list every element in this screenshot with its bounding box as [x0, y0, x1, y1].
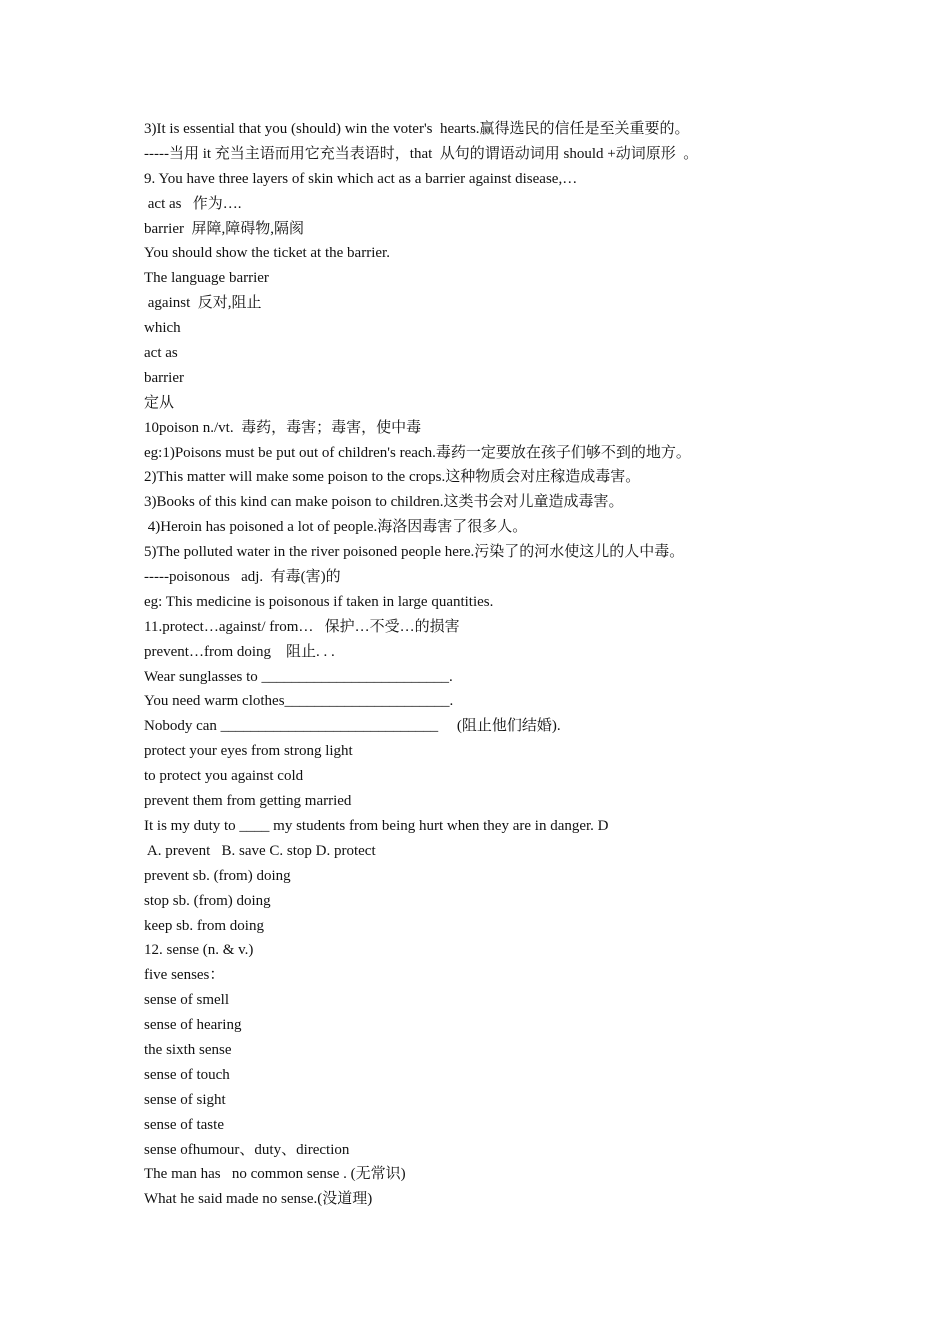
document-body	[144, 117, 924, 1212]
text-line: 3)Books of this kind can make poison to children.这类书会对儿童造成毒害。	[144, 494, 624, 511]
text-line: The man has no common sense . (无常识)	[144, 1166, 406, 1183]
text-line: sense of taste	[144, 1116, 224, 1133]
text-line: to protect you against cold	[144, 768, 304, 785]
text-line: act as 作为….	[144, 195, 242, 212]
text-line: -----当用 it 充当主语而用它充当表语时，that 从句的谓语动词用 should +动词原形 。	[144, 145, 699, 162]
text-line: 2)This matter will make some poison to the crops.这种物质会对庄稼造成毒害。	[144, 469, 641, 486]
text-line: barrier 屏障,障碍物,隔阂	[144, 220, 304, 237]
text-line: prevent sb. (from) doing	[144, 867, 291, 884]
text-line: -----poisonous adj. 有毒(害)的	[144, 569, 341, 586]
text-line: 9. You have three layers of skin which act as a barrier against disease,…	[144, 170, 578, 187]
text-line: 3)It is essential that you (should) win the voter's hearts.赢得选民的信任是至关重要的。	[144, 121, 690, 137]
text-line: against 反对,阻止	[144, 295, 262, 312]
text-line: barrier	[144, 369, 184, 386]
text-line: It is my duty to ____ my students from being hurt when they are in danger. D	[144, 817, 609, 834]
text-line: 10poison n./vt. 毒药，毒害；毒害，使中毒	[144, 419, 422, 436]
text-line: which	[144, 320, 181, 337]
text-line: sense of hearing	[144, 1017, 242, 1034]
text-line: A. prevent B. save C. stop D. protect	[144, 842, 376, 859]
text-line: 11.protect…against/ from… 保护…不受…的损害	[144, 618, 460, 635]
text-line: sense ofhumour、duty、direction	[144, 1141, 350, 1158]
text-line: You should show the ticket at the barrier.	[144, 245, 390, 262]
text-line: What he said made no sense.(没道理)	[144, 1191, 373, 1208]
text-line: sense of touch	[144, 1066, 230, 1083]
text-line: sense of sight	[144, 1091, 226, 1108]
text-line: prevent them from getting married	[144, 793, 352, 810]
text-line: keep sb. from doing	[144, 917, 264, 934]
text-line: 定从	[144, 394, 175, 411]
text-line: Nobody can _____________________________ (阻止他们结婚).	[144, 718, 561, 735]
text-line: prevent…from doing 阻止. . .	[144, 643, 335, 660]
text-line: five senses：	[144, 967, 225, 984]
text-line: eg:1)Poisons must be put out of children's reach.毒药一定要放在孩子们够不到的地方。	[144, 444, 691, 461]
text-line: Wear sunglasses to _________________________.	[144, 668, 453, 685]
text-line: The language barrier	[144, 270, 269, 287]
text-line: act as	[144, 345, 178, 362]
text-line: You need warm clothes______________________.	[144, 693, 454, 710]
text-line: protect your eyes from strong light	[144, 743, 353, 760]
text-line: 4)Heroin has poisoned a lot of people.海洛因毒害了很多人。	[144, 519, 528, 536]
text-line: 12. sense (n. & v.)	[144, 942, 254, 959]
text-line: sense of smell	[144, 992, 229, 1009]
text-line: eg: This medicine is poisonous if taken in large quantities.	[144, 593, 494, 610]
text-line: 5)The polluted water in the river poisoned people here.污染了的河水使这儿的人中毒。	[144, 544, 685, 561]
text-line: the sixth sense	[144, 1041, 232, 1058]
text-line: stop sb. (from) doing	[144, 892, 271, 909]
